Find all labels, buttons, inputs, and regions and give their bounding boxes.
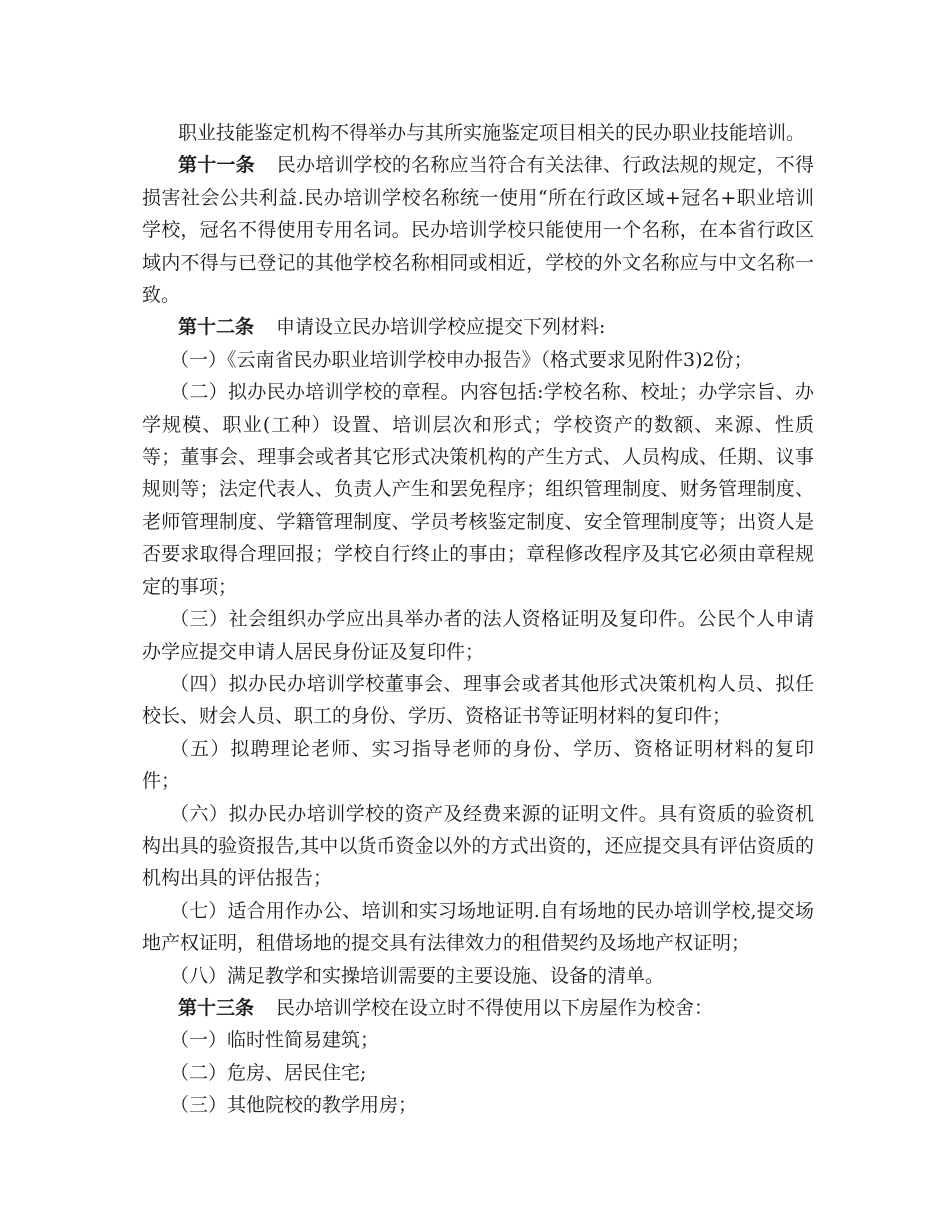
paragraph-text: 职业技能鉴定机构不得举办与其所实施鉴定项目相关的民办职业技能培训。 — [178, 122, 806, 144]
paragraph-text: 申请设立民办培训学校应提交下列材料: — [276, 316, 606, 339]
list-item — [142, 895, 814, 960]
paragraph-text: 民办培训学校在设立时不得使用以下房屋作为校舍： — [276, 996, 714, 1019]
paragraph-text: （二）拟办民办培训学校的章程。内容包括:学校名称、校址；办学宗旨、办学规模、职业(工种）设置、培训层次和形式；学校资产的数额、来源、性质等；董事会、理事会或者其它形式决策机构的产生方式、人员构成、任期、议事规则等；法定代表人、负责人产生和罢免程序；组织管理制度、财务管理制度、老师管理制度、学籍管理制度、学员考核鉴定制度、安全管理制度等；出资人是否要求取得合理回报；学校自行终止的事由；章程修改程序及其它必须由章程规定的事项； — [142, 381, 814, 598]
paragraph-text: （一）临时性简易建筑； — [170, 1029, 380, 1052]
paragraph-text: （六）拟办民办培训学校的资产及经费来源的证明文件。具有资质的验资机构出具的验资报告,其中以货币资金以外的方式出资的，还应提交具有评估资质的机构出具的评估报告； — [142, 802, 814, 890]
article-number: 第十三条 — [178, 996, 255, 1019]
article-number: 第十二条 — [178, 316, 255, 339]
paragraph-text: （三）其他院校的教学用房； — [170, 1094, 418, 1117]
list-item — [142, 668, 814, 733]
list-item — [142, 798, 814, 895]
article-number: 第十一条 — [178, 154, 255, 177]
paragraph-text: （五）拟聘理论老师、实习指导老师的身份、学历、资格证明材料的复印件； — [142, 737, 814, 793]
paragraph-text: 民办培训学校的名称应当符合有关法律、行政法规的规定，不得损害社会公共利益.民办培训学校名称统一使用“所在行政区域+冠名+职业培训学校，冠名不得使用专用名词。民办培训学校只能使用一个名称，在本省行政区域内不得与已登记的其他学校名称相同或相近，学校的外文名称应与中文名称一致。 — [142, 154, 814, 307]
list-item — [142, 960, 814, 992]
paragraph-text: （一）《云南省民办职业培训学校申办报告》（格式要求见附件3)2份； — [170, 348, 753, 371]
list-item — [142, 1024, 814, 1056]
list-item — [142, 1057, 814, 1089]
list-item — [142, 376, 814, 603]
paragraph-text: （四）拟办民办培训学校董事会、理事会或者其他形式决策机构人员、拟任校长、财会人员、职工的身份、学历、资格证书等证明材料的复印件； — [142, 672, 814, 728]
article-paragraph — [142, 311, 814, 343]
paragraph — [142, 117, 814, 149]
list-item — [142, 603, 814, 668]
list-item — [142, 1089, 814, 1121]
paragraph-text: （三）社会组织办学应出具举办者的法人资格证明及复印件。公民个人申请办学应提交申请人居民身份证及复印件； — [142, 608, 814, 663]
article-paragraph — [142, 992, 814, 1024]
list-item — [142, 344, 814, 376]
document-body — [142, 117, 814, 1122]
paragraph-text: （二）危房、居民住宅; — [170, 1061, 367, 1084]
article-paragraph — [142, 149, 814, 311]
paragraph-text: （七）适合用作办公、培训和实习场地证明.自有场地的民办培训学校,提交场地产权证明，租借场地的提交具有法律效力的租借契约及场地产权证明； — [142, 899, 814, 955]
paragraph-text: （八）满足教学和实操培训需要的主要设施、设备的清单。 — [170, 964, 665, 987]
list-item — [142, 733, 814, 798]
